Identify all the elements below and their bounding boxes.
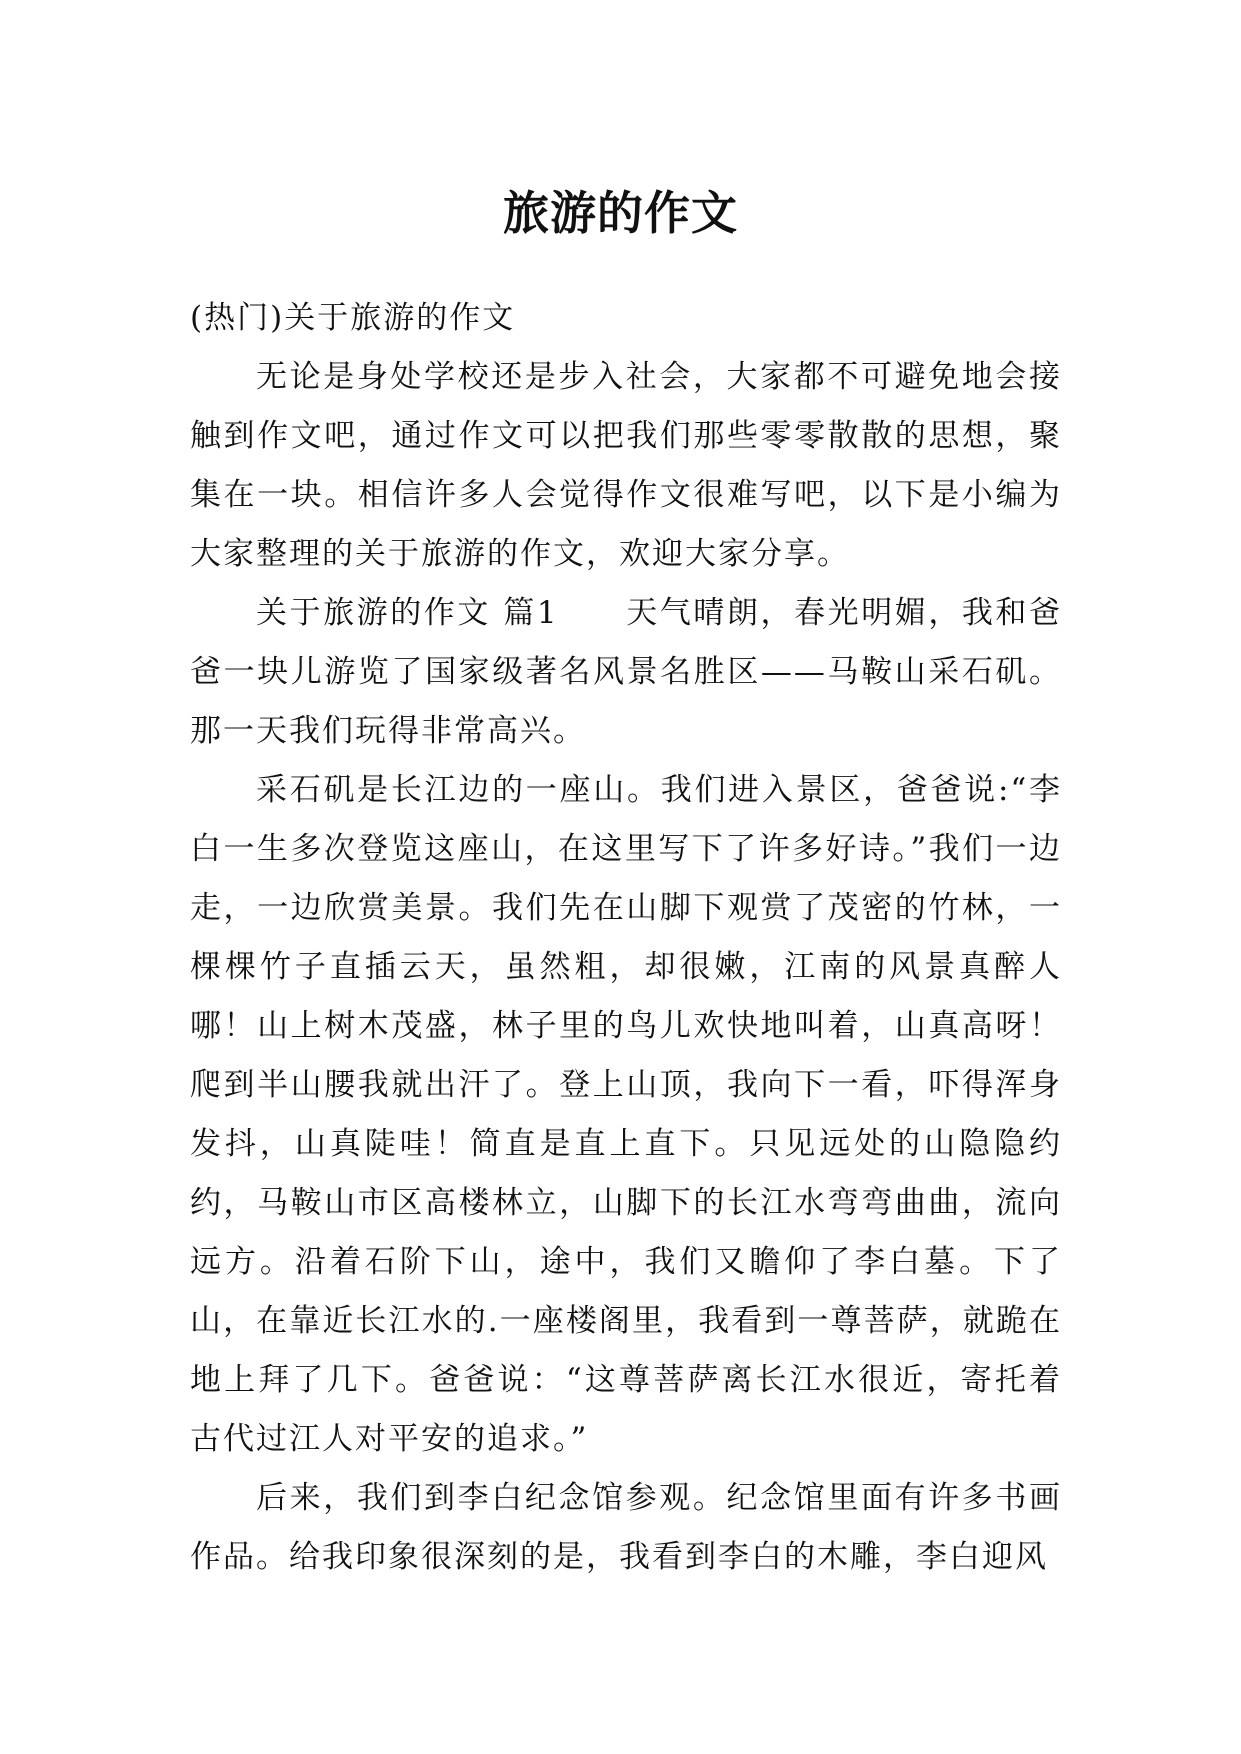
paragraph-intro: 无论是身处学校还是步入社会，大家都不可避免地会接触到作文吧，通过作文可以把我们那些零零散散的思想，聚集在一块。相信许多人会觉得作文很难写吧，以下是小编为大家整理的关于旅游的作文，欢迎大家分享。 [190,359,1062,572]
paragraph-caishiji: 采石矶是长江边的一座山。我们进入景区，爸爸说:“李白一生多次登览这座山，在这里写下了许多好诗。”我们一边走，一边欣赏美景。我们先在山脚下观赏了茂密的竹林，一棵棵竹子直插云天，虽然粗，却很嫩，江南的风景真醉人哪！山上树木茂盛，林子里的鸟儿欢快地叫着，山真高呀！爬到半山腰我就出汗了。登上山顶，我向下一看，吓得浑身发抖，山真陡哇！简直是直上直下。只见远处的山隐隐约约，马鞍山市区高楼林立，山脚下的长江水弯弯曲曲，流向远方。沿着石阶下山，途中，我们又瞻仰了李白墓。下了山，在靠近长江水的.一座楼阁里，我看到一尊菩萨，就跪在地上拜了几下。爸爸说：“这尊菩萨离长江水很近，寄托着古代过江人对平安的追求。” [190,772,1062,1457]
paragraph-memorial-hall: 后来，我们到李白纪念馆参观。纪念馆里面有许多书画作品。给我印象很深刻的是，我看到李白的木雕，李白迎风 [190,1480,1062,1575]
page-title: 旅游的作文 [503,185,738,240]
paragraph-essay-1-opening: 关于旅游的作文 篇1 天气晴朗，春光明媚，我和爸爸一块儿游览了国家级著名风景名胜区——马鞍山采石矶。那一天我们玩得非常高兴。 [190,595,1062,749]
document-body [190,289,1062,1587]
subtitle-line: (热门)关于旅游的作文 [190,300,516,336]
